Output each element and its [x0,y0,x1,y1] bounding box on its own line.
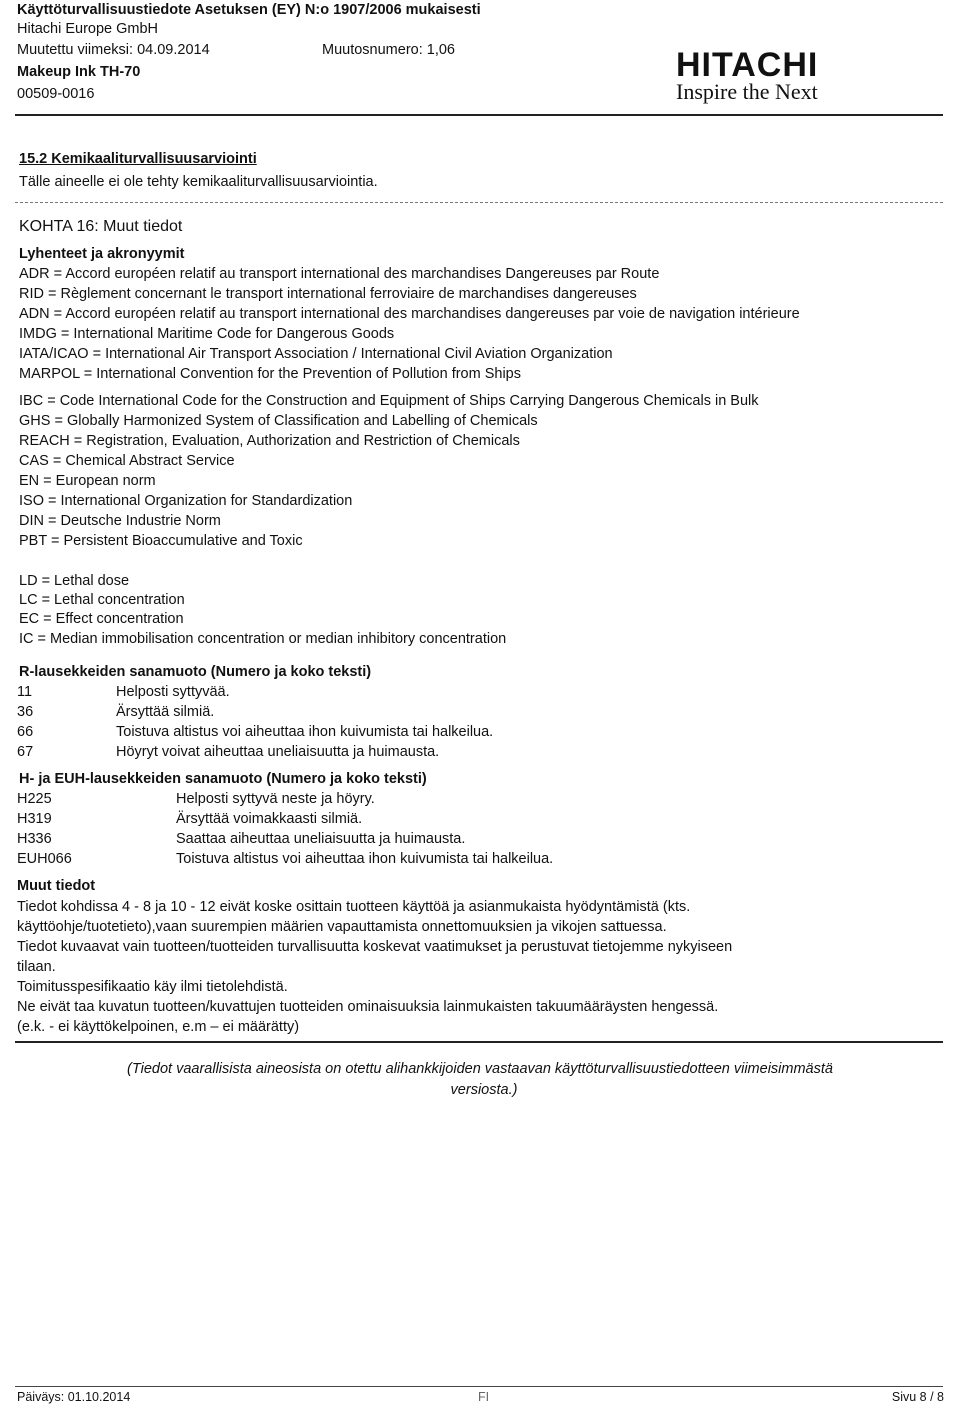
footer-page-number: Sivu 8 / 8 [891,1390,944,1404]
header-divider [15,114,943,116]
abbreviation-item: CAS = Chemical Abstract Service [19,453,235,469]
hitachi-logo [676,48,866,104]
r-phrase-text: Ärsyttää silmiä. [116,704,215,720]
abbreviation-item: IC = Median immobilisation concentration or median inhibitory concentration [19,631,507,647]
h-phrase-text: Toistuva altistus voi aiheuttaa ihon kuivumista tai halkeilua. [176,851,554,867]
supplier-note-line-1: (Tiedot vaarallisista aineosista on otettu alihankkijoiden vastaavan käyttöturvallisuustiedotteen viimeisimmästä [127,1061,833,1077]
section-divider [15,202,943,203]
other-info-heading: Muut tiedot [17,878,96,894]
other-info-line: Ne eivät taa kuvatun tuotteen/kuvattujen tuotteiden ominaisuuksia lainmukaisten takuumääräysten hengessä. [17,999,719,1015]
abbreviation-item: IATA/ICAO = International Air Transport Association / International Civil Aviation Organization [19,346,613,362]
r-phrase-code: 66 [17,724,34,740]
other-info-line: Tiedot kohdissa 4 - 8 ja 10 - 12 eivät koske osittain tuotteen käyttöä ja asianmukaista hyödyntämistä (kts. [17,899,691,915]
document-title: Käyttöturvallisuustiedote Asetuksen (EY) N:o 1907/2006 mukaisesti [17,2,481,18]
r-phrase-code: 67 [17,744,34,760]
abbreviation-item: EN = European norm [19,473,156,489]
h-phrase-code: H319 [17,811,52,827]
h-phrase-text: Helposti syttyvä neste ja höyry. [176,791,375,807]
abbreviation-item: EC = Effect concentration [19,611,184,627]
abbreviation-item: LC = Lethal concentration [19,592,185,608]
product-name: Makeup Ink TH-70 [17,64,141,80]
r-phrase-text: Toistuva altistus voi aiheuttaa ihon kuivumista tai halkeilua. [116,724,494,740]
h-phrase-code: EUH066 [17,851,72,867]
other-info-line: Tiedot kuvaavat vain tuotteen/tuotteiden turvallisuutta koskevat vaatimukset ja perustuvat tietojemme nykyiseen [17,939,733,955]
logo-tagline: Inspire the Next [676,79,818,104]
revision-number: Muutosnumero: 1,06 [322,42,455,58]
abbreviation-item: RID = Règlement concernant le transport international ferroviaire de marchandises dangereuses [19,286,637,302]
h-phrases-heading: H- ja EUH-lausekkeiden sanamuoto (Numero ja koko teksti) [19,771,427,787]
abbreviation-item: IMDG = International Maritime Code for Dangerous Goods [19,326,395,342]
r-phrase-code: 11 [17,684,33,700]
section-15-2-heading: 15.2 Kemikaaliturvallisuusarviointi [19,151,257,167]
modified-date: Muutettu viimeksi: 04.09.2014 [17,42,210,58]
note-divider [15,1041,943,1043]
abbreviation-item: GHS = Globally Harmonized System of Classification and Labelling of Chemicals [19,413,538,429]
other-info-line: (e.k. - ei käyttökelpoinen, e.m – ei määrätty) [17,1019,300,1035]
logo-wordmark: HITACHI [676,46,819,84]
other-info-line: käyttöohje/tuotetieto),vaan suurempien määrien vapauttamista onnettomuuksien ja vikojen sattuessa. [17,919,667,935]
abbreviation-item: ADN = Accord européen relatif au transport international des marchandises dangereuses par voie de navigation intérieure [19,306,800,322]
footer-language: FI [478,1390,490,1404]
product-code: 00509-0016 [17,86,95,102]
h-phrase-text: Saattaa aiheuttaa uneliaisuutta ja huimausta. [176,831,466,847]
r-phrases-heading: R-lausekkeiden sanamuoto (Numero ja koko teksti) [19,664,372,680]
abbreviation-item: ISO = International Organization for Standardization [19,493,353,509]
h-phrase-text: Ärsyttää voimakkaasti silmiä. [176,811,363,827]
other-info-line: Toimitusspesifikaatio käy ilmi tietolehdistä. [17,979,288,995]
abbreviation-item: PBT = Persistent Bioaccumulative and Toxic [19,533,303,549]
other-info-line: tilaan. [17,959,56,975]
supplier-note-line-2: versiosta.) [450,1082,518,1098]
abbreviation-item: ADR = Accord européen relatif au transport international des marchandises Dangereuses par Route [19,266,660,282]
r-phrase-text: Höyryt voivat aiheuttaa uneliaisuutta ja huimausta. [116,744,440,760]
section-15-2-text: Tälle aineelle ei ole tehty kemikaaliturvallisuusarviointia. [19,174,378,190]
company-name: Hitachi Europe GmbH [17,21,159,37]
abbreviation-item: IBC = Code International Code for the Construction and Equipment of Ships Carrying Dangerous Chemicals in Bulk [19,393,759,409]
footer-divider [15,1386,943,1387]
abbreviation-item: DIN = Deutsche Industrie Norm [19,513,221,529]
h-phrase-code: H336 [17,831,52,847]
abbreviation-item: MARPOL = International Convention for the Prevention of Pollution from Ships [19,366,521,382]
abbreviations-heading: Lyhenteet ja akronyymit [19,246,185,262]
footer-date: Päiväys: 01.10.2014 [17,1390,131,1404]
abbreviation-item: LD = Lethal dose [19,573,130,589]
abbreviation-item: REACH = Registration, Evaluation, Authorization and Restriction of Chemicals [19,433,520,449]
r-phrase-text: Helposti syttyvää. [116,684,230,700]
section-16-heading: KOHTA 16: Muut tiedot [19,218,183,235]
h-phrase-code: H225 [17,791,52,807]
r-phrase-code: 36 [17,704,34,720]
